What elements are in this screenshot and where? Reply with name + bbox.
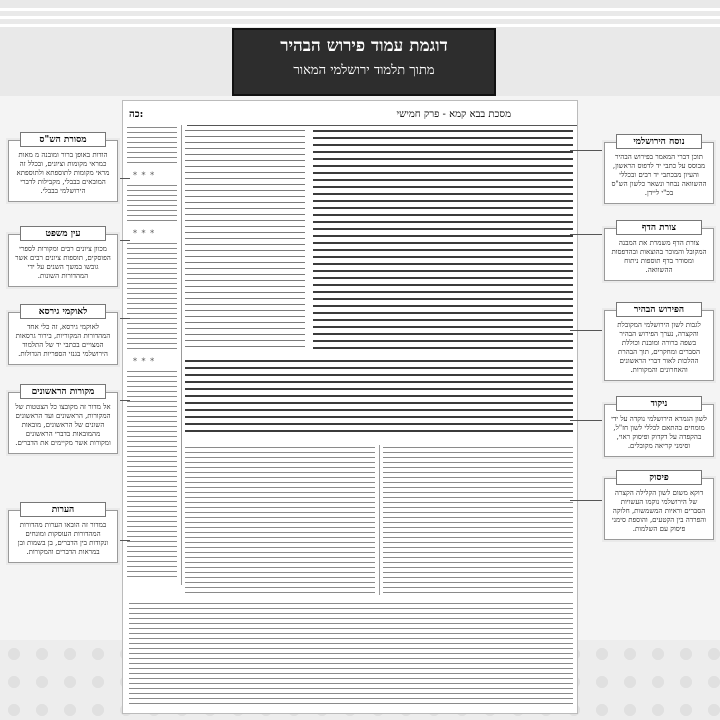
folio-number: כה:: [129, 109, 144, 120]
info-card-hapeirush-habahir: [604, 305, 714, 381]
margin-text-block: [127, 125, 177, 165]
info-card-mekorot-harishonim: [8, 387, 118, 454]
margin-text-block: [127, 241, 177, 351]
card-body: אל מדור זה מקובצו כל הצטטות של המקורות, הראשונים ועד הראשונים השונים של הראשונים, מובאות מהמובאות בדברי הראשונים ומקורות אשר מקיימים את הדברים.: [15, 403, 111, 447]
card-title: לאוקמי גירסא: [20, 304, 106, 319]
header-rule: [187, 125, 577, 126]
running-title: מסכת בבא קמא - פרק חמישי: [396, 109, 511, 120]
gemara-text: [313, 127, 573, 349]
commentary-column: [185, 127, 305, 349]
banner-stripe: [0, 16, 720, 19]
card-title: צורת הדף: [616, 220, 702, 235]
footnotes-block: [129, 601, 573, 707]
title-box: [232, 28, 496, 96]
info-card-mesoret-hashas: [8, 135, 118, 202]
card-body: לגבות לשון הירושלמי המקובלת והקצרה, נערך הפירוש הבהיר בשפה ברורה ומובנת וכוללת הסברים ומחקרים, תוך הבהרת ההלכות לאור דברי הראשונים והאחרונים והמקורות.: [617, 321, 701, 374]
info-card-pisuk: [604, 473, 714, 540]
card-body: לשון הגמרא הירושלמי נוקדה על ידי מומחים בהתאם לכללי לשון חז"ל, בהקפדה על דקדוק ופיסוק ראוי, וסימני קריאה מקובלים.: [611, 415, 707, 450]
card-title: נוסח הירושלמי: [616, 134, 702, 149]
stars-divider: * * *: [133, 229, 156, 238]
card-body: במדור זה הובאו הערות מהדורות המהדורות העוסקות ומונחים ונקודות בין הדברים, בן בשמות ובן במראות הדברים והמקורות.: [17, 521, 109, 556]
banner-subtitle: מתוך תלמוד ירושלמי המאור: [293, 63, 435, 78]
info-card-leukmei-girsa: [8, 307, 118, 365]
card-title: פיסוק: [616, 470, 702, 485]
top-banner: [0, 0, 720, 96]
column-rule: [379, 445, 380, 595]
card-title: עין משפט: [20, 226, 106, 241]
gemara-text: [185, 357, 573, 437]
info-card-nusach-hayerushalmi: [604, 137, 714, 204]
margin-text-block: [127, 183, 177, 223]
card-body: דוקא משום לשון הקלילה הקצרה של הירושלמי נוקמו העשויות הסברים וראיות המשמשות, חלוקה והפרדה בין הקטעים, והוספת סימני פיסוק עם השלמות.: [611, 489, 707, 533]
stars-divider: * * *: [133, 357, 156, 366]
banner-stripe: [0, 8, 720, 11]
info-card-tzurat-hadaf: [604, 223, 714, 281]
card-body: הודות באופן ברור ומובנה מ מאות כמראי מקומות וציונים, ובכלל זה מראי מקומות לתוספתא ולתוספתא המובאים בבבלי, מקבילות לדברי הירושלמי בבבלי.: [16, 151, 110, 195]
commentary-column: [383, 445, 573, 595]
card-title: מסורת הש"ס: [20, 132, 106, 147]
commentary-column: [185, 445, 375, 595]
card-title: מקורות הראשונים: [20, 384, 106, 399]
info-card-ein-mishpat: [8, 229, 118, 287]
margin-text-block: [127, 369, 177, 579]
card-body: צורת הדף משמרת את המבנה המקובל והמוכר בהוצאות ובהדפסות ומסודר בדף תוספות ניתוח ההשוואה.: [611, 239, 707, 274]
banner-title: דוגמת עמוד פירוש הבהיר: [280, 36, 448, 56]
card-title: הערות: [20, 502, 106, 517]
column-rule: [181, 125, 182, 585]
page-header: [123, 109, 577, 127]
banner-stripe: [0, 24, 720, 27]
info-card-haarot: [8, 505, 118, 563]
info-card-nikud: [604, 399, 714, 457]
card-title: הפירוש הבהיר: [616, 302, 702, 317]
stars-divider: * * *: [133, 171, 156, 180]
card-body: לאוקמי גירסא, זה כלי אחד המהדורות המקוריות, בירור גרסאות המצויים בכתבי יד של התלמוד הירושלמי בגנזי הספריות הגדולות.: [15, 323, 111, 358]
card-body: מכוון ציונים רבים ומקורות לספרי הפוסקים, תוספות ציונים רבים אשר גובשו במשך השנים על ידי המהדורות השונות.: [15, 245, 111, 280]
talmud-page: [122, 100, 578, 714]
card-body: תוכן דברי המאמר בפירוש הבהיר מבוסס על כתבי יד לדפוס הראשון, והעיון מבכתבי יד רבים ובכללי ההשוואה נבחר ונשאר כלשון הש"ס בכ"י ליידן.: [611, 153, 707, 197]
card-title: ניקוד: [616, 396, 702, 411]
